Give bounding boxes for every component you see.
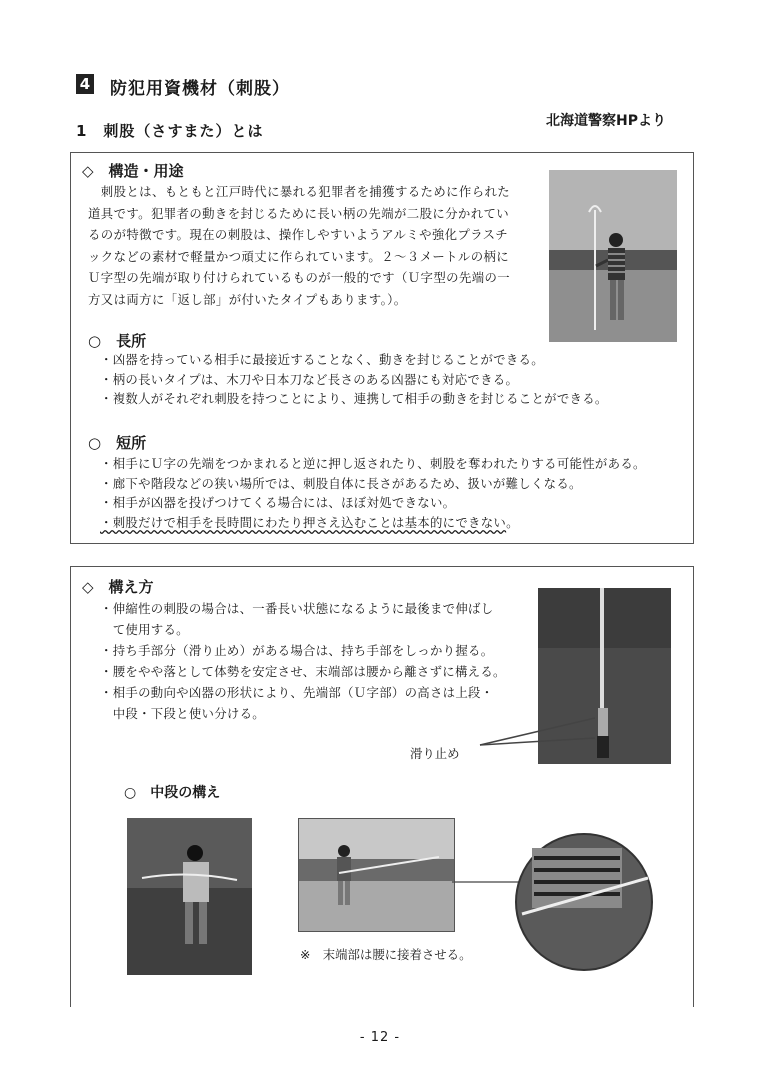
list-item: 中段・下段と使い分ける。: [100, 706, 265, 721]
sasumata-photo: [549, 170, 677, 342]
structure-line: 方又は両方に「返し部」が付いたタイプもあります。）。: [88, 291, 407, 307]
list-item: ・伸縮性の刺股の場合は、一番長い状態になるように最後まで伸ばし: [100, 601, 494, 616]
list-item: て使用する。: [100, 622, 189, 637]
list-item: ・凶器を持っている相手に最接近することなく、動きを封じることができる。: [100, 352, 544, 367]
source-credit: 北海道警察HPより: [546, 113, 666, 129]
list-item: ・腰をやや落として体勢を安定させ、末端部は腰から離さずに構える。: [100, 664, 506, 679]
middle-stance-illustration: [127, 818, 252, 975]
demerits-list: [100, 454, 646, 532]
middle-stance-heading: ○ 中段の構え: [124, 785, 221, 801]
list-item: ・複数人がそれぞれ刺股を持つことにより、連携して相手の動きを封じることができる。: [100, 391, 608, 406]
underlined-warning: ・刺股だけで相手を長時間にわたり押さえ込むことは基本的にできない: [100, 514, 507, 530]
structure-line: 刺股とは、もともと江戸時代に暴れる犯罪者を捕獲するために作られた: [88, 184, 511, 199]
list-item: ・持ち手部分（滑り止め）がある場合は、持ち手部をしっかり握る。: [100, 643, 494, 658]
list-item: [100, 513, 646, 533]
middle-stance-note: ※ 末端部は腰に接着させる。: [300, 947, 472, 962]
stance-heading: ◇ 構え方: [82, 578, 154, 596]
sasumata-photo-illustration: [549, 170, 677, 342]
list-item: ・柄の長いタイプは、木刀や日本刀など長さのある凶器にも対応できる。: [100, 371, 519, 387]
demerits-heading: ○ 短所: [88, 434, 147, 452]
structure-line: るのが特徴です。現在の刺股は、操作しやすいようアルミや強化プラスチ: [88, 227, 508, 242]
merits-heading: ○ 長所: [88, 332, 147, 350]
section-title: 防犯用資機材（刺股）: [110, 79, 290, 99]
structure-line: Ｕ字型の先端が取り付けられているものが一般的です（Ｕ字型の先端の一: [88, 270, 511, 285]
structure-line: ックなどの素材で軽量かつ頑丈に作られています。２～３メートルの柄に: [88, 248, 510, 264]
structure-line: 道具です。犯罪者の動きを封じるために長い柄の先端が二股に分かれてい: [88, 205, 510, 221]
warning-tail: 。: [506, 514, 519, 530]
list-item: ・相手の動向や凶器の形状により、先端部（Ｕ字部）の高さは上段・: [100, 685, 494, 700]
list-item: ・相手にＵ字の先端をつかまれると逆に押し返されたり、刺股を奪われたりする可能性がある。: [100, 456, 646, 471]
nonslip-arrows: [470, 700, 610, 760]
structure-heading: ◇ 構造・用途: [82, 162, 184, 180]
middle-stance-photo: [127, 818, 252, 975]
subsection-title: 1 刺股（さすまた）とは: [76, 122, 264, 140]
stance-list: [100, 598, 506, 724]
list-item: ・相手が凶器を投げつけてくる場合には、ほぼ対処できない。: [100, 495, 456, 510]
merits-list: [100, 350, 608, 409]
section-number: 4: [76, 74, 94, 94]
closeup-photo: [452, 818, 662, 988]
side-view-illustration: [299, 819, 454, 931]
list-item: ・廊下や階段などの狭い場所では、刺股自体に長さがあるため、扱いが難しくなる。: [100, 475, 582, 491]
side-view-photo: [298, 818, 455, 932]
nonslip-label: 滑り止め: [410, 746, 460, 761]
structure-text: [88, 181, 548, 310]
page-number: - 12 -: [359, 1030, 401, 1045]
